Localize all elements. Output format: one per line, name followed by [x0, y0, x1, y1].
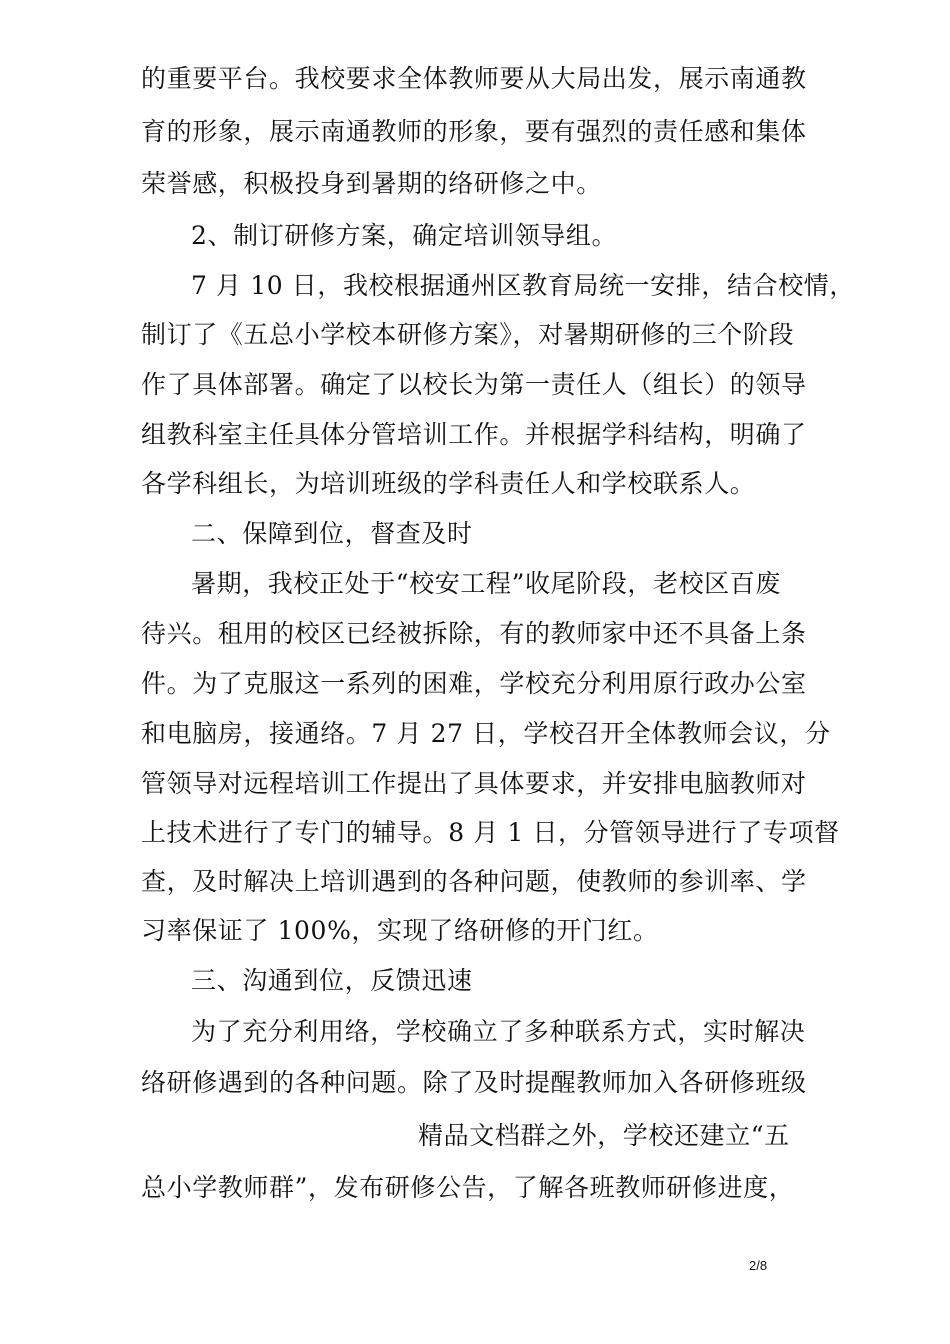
text-line: 和电脑房，接通络。7 月 27 日，学校召开全体教师会议，分 — [141, 719, 831, 748]
text-line: 组教科室主任具体分管培训工作。并根据学科结构，明确了 — [141, 420, 807, 449]
text-line: 各学科组长，为培训班级的学科责任人和学校联系人。 — [141, 469, 756, 498]
text-line: 荣誉感，积极投身到暑期的络研修之中。 — [141, 169, 602, 198]
text-line: 查，及时解决上培训遇到的各种问题，使教师的参训率、学 — [141, 867, 807, 896]
text-line: 待兴。租用的校区已经被拆除，有的教师家中还不具备上条 — [141, 619, 807, 648]
section-heading: 二、保障到位，督查及时 — [191, 519, 473, 548]
text-line: 件。为了克服这一系列的困难，学校充分利用原行政办公室 — [141, 669, 807, 698]
text-line: 上技术进行了专门的辅导。8 月 1 日，分管领导进行了专项督 — [141, 818, 840, 847]
text-line: 络研修遇到的各种问题。除了及时提醒教师加入各研修班级 — [141, 1068, 807, 1097]
text-line: 管领导对远程培训工作提出了具体要求，并安排电脑教师对 — [141, 769, 807, 798]
page-number: 2/8 — [749, 1258, 768, 1273]
text-line: 育的形象，展示南通教师的形象，要有强烈的责任感和集体 — [141, 117, 807, 146]
text-line: 7 月 10 日，我校根据通州区教育局统一安排，结合校情， — [191, 271, 855, 300]
text-line: 习率保证了 100%，实现了络研修的开门红。 — [141, 916, 659, 945]
text-line: 为了充分利用络，学校确立了多种联系方式，实时解决 — [191, 1017, 806, 1046]
section-subheading: 2、制订研修方案，确定培训领导组。 — [191, 221, 618, 250]
text-line: 精品文档群之外，学校还建立“五 — [418, 1121, 790, 1150]
text-line: 的重要平台。我校要求全体教师要从大局出发，展示南通教 — [141, 64, 807, 93]
text-line: 总小学教师群”，发布研修公告，了解各班教师研修进度， — [141, 1173, 795, 1202]
text-line: 暑期，我校正处于“校安工程”收尾阶段，老校区百废 — [191, 569, 781, 598]
section-heading: 三、沟通到位，反馈迅速 — [191, 966, 473, 995]
text-line: 制订了《五总小学校本研修方案》，对暑期研修的三个阶段 — [141, 320, 795, 349]
text-line: 作了具体部署。确定了以校长为第一责任人（组长）的领导 — [141, 370, 807, 399]
